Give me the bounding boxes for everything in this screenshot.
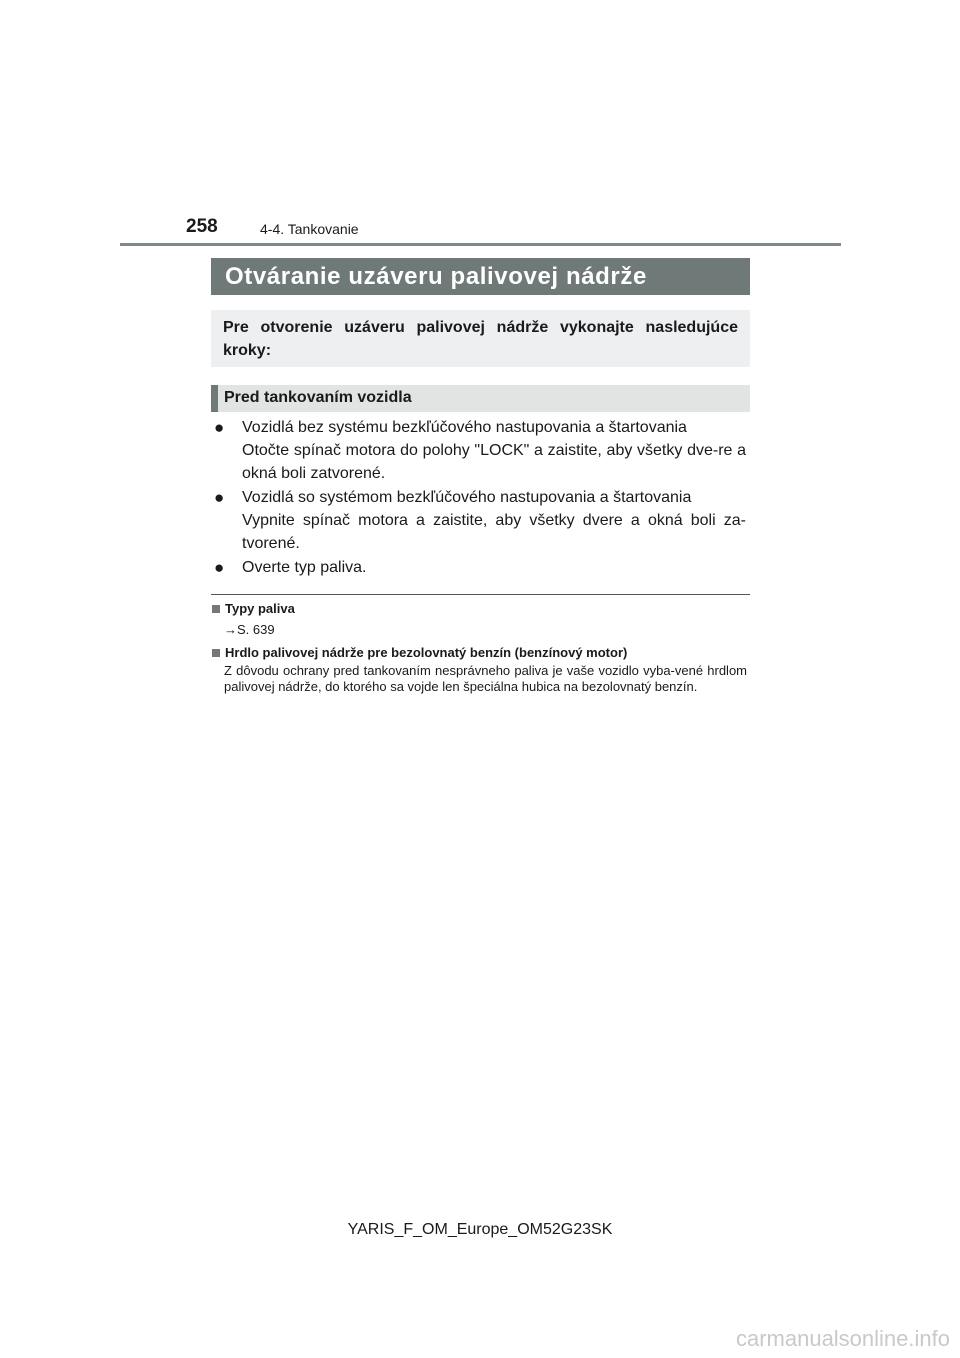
bullet-icon [212, 486, 242, 509]
list-item [212, 486, 746, 555]
watermark: carmanualsonline.info [735, 1326, 950, 1351]
bullet-icon [212, 556, 242, 579]
square-bullet-icon [212, 649, 220, 657]
bullet-title: Vozidlá so systémom bezkľúčového nastupovania a štartovania [242, 489, 692, 506]
bullet-text: Vypnite spínač motora a zaistite, aby všetky dvere a okná boli za-tvorené. [242, 512, 746, 552]
square-bullet-icon [212, 605, 220, 613]
bullet-list [212, 416, 746, 580]
intro-text: Pre otvorenie uzáveru palivovej nádrže vykonajte nasledujúce kroky: [223, 319, 738, 359]
list-item [212, 556, 746, 579]
page-reference: →S. 639 [224, 622, 275, 637]
bullet-title: Vozidlá bez systému bezkľúčového nastupovania a štartovania [242, 419, 687, 436]
note-body: Z dôvodu ochrany pred tankovaním nesprávneho paliva je vaše vozidlo vyba-vené hrdlom palivovej nádrže, do ktorého sa vojde len špeciálna hubica na bezolovnatý benzín. [224, 663, 747, 694]
footer-code: YARIS_F_OM_Europe_OM52G23SK [347, 1221, 613, 1238]
bullet-title: Overte typ paliva. [242, 559, 367, 576]
note-fuel-types [212, 601, 747, 637]
page-title: Otváranie uzáveru palivovej nádrže [211, 258, 750, 295]
page-number: 258 [186, 216, 218, 237]
header-divider [120, 243, 841, 246]
intro-box [211, 310, 750, 367]
note-heading: Hrdlo palivovej nádrže pre bezolovnatý benzín (benzínový motor) [225, 645, 628, 660]
bullet-text: Otočte spínač motora do polohy "LOCK" a zaistite, aby všetky dve-re a okná boli zatvorené. [242, 442, 746, 482]
bullet-icon [212, 416, 242, 439]
note-heading: Typy paliva [225, 601, 295, 616]
subheading: Pred tankovaním vozidla [211, 385, 750, 412]
notes-divider [211, 594, 750, 595]
section-title: 4-4. Tankovanie [260, 221, 359, 237]
list-item [212, 416, 746, 485]
note-filler-neck [212, 645, 747, 695]
